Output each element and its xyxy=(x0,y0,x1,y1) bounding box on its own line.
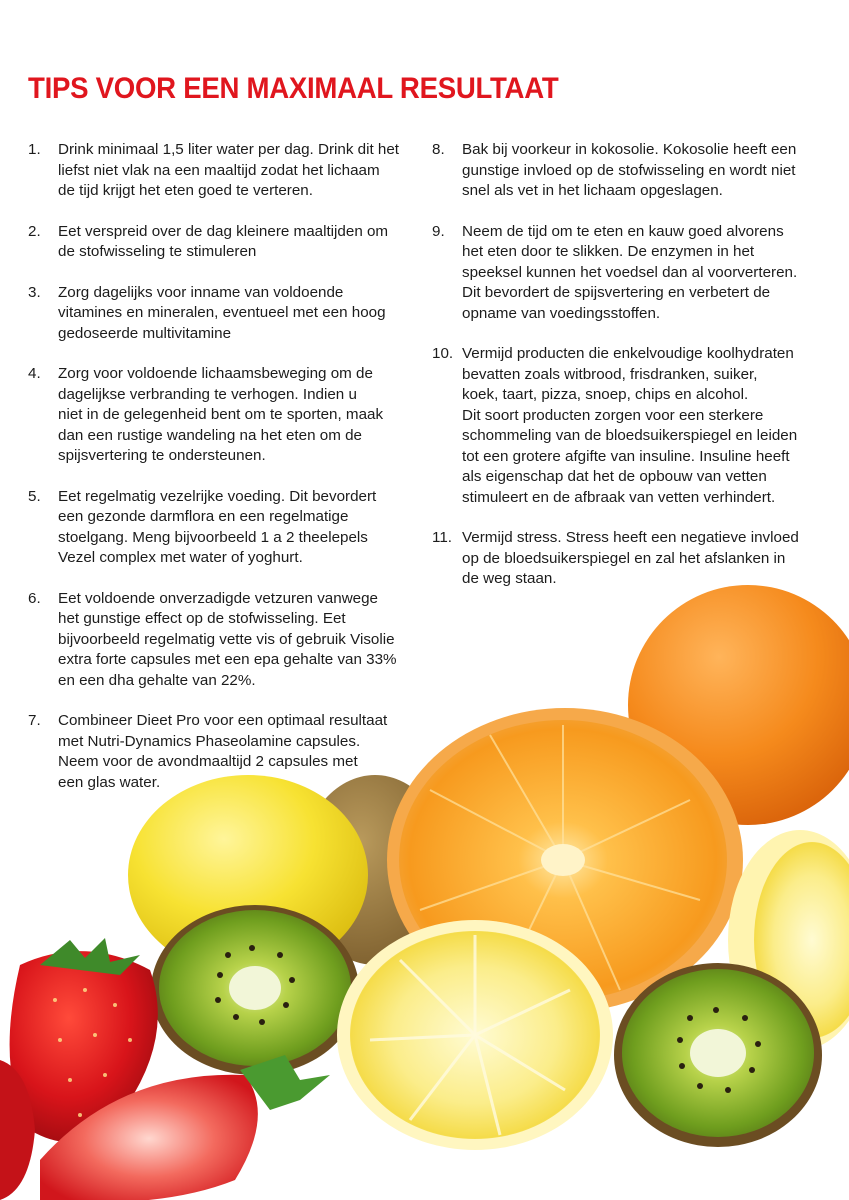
tip-number: 7. xyxy=(28,712,41,729)
tip-number: 11. xyxy=(432,529,452,546)
tip-text: Eet regelmatig vezelrijke voeding. Dit bevordert een gezonde darmflora en een regelmatige stoelgang. Meng bijvoorbeeld 1 a 2 theelepels Vezel complex met water of yoghurt. xyxy=(58,487,377,566)
tip-text: Eet verspreid over de dag kleinere maaltijden om de stofwisseling te stimuleren xyxy=(58,222,389,260)
tip-number: 8. xyxy=(432,141,445,158)
tip-item xyxy=(28,222,420,263)
tip-number: 6. xyxy=(28,589,41,607)
tip-text: Eet voldoende onverzadigde vetzuren vanwege het gunstige effect op de stofwisseling. Eet bijvoorbeeld regelmatig vette vis of gebruik Visolie extra forte capsules met een epa gehalte van 33% en een dha gehalte van 22%. xyxy=(58,589,397,689)
tip-number: 10. xyxy=(432,345,454,362)
tip-text: Neem de tijd om te eten en kauw goed alvorens het eten door te slikken. De enzymen in het speeksel kunnen het voedsel dan al voorverteren. Dit bevordert de spijsvertering en verbetert de opname van voedingsstoffen. xyxy=(462,222,798,322)
tip-text: Combineer Dieet Pro voor een optimaal resultaat met Nutri-Dynamics Phaseolamine capsules. Neem voor de avondmaaltijd 2 capsules met een glas water. xyxy=(58,712,388,791)
tip-text: Bak bij voorkeur in kokosolie. Kokosolie heeft een gunstige invloed op de stofwisseling en wordt niet snel als vet in het lichaam opgeslagen. xyxy=(462,141,797,199)
tip-number: 3. xyxy=(28,283,41,301)
tips-column-right xyxy=(432,140,822,610)
tip-item xyxy=(28,364,420,467)
tip-text: Zorg voor voldoende lichaamsbeweging om de dagelijkse verbranding te verhogen. Indien u niet in de gelegenheid bent om te sporten, maak dan een rustige wandeling na het eten om de spijsvertering te ondersteunen. xyxy=(58,365,384,464)
tip-number: 1. xyxy=(28,141,41,158)
tip-text: Vermijd stress. Stress heeft een negatieve invloed op de bloedsuikerspiegel en zal het afslanken in de weg staan. xyxy=(462,529,799,587)
tip-item xyxy=(432,344,822,508)
tip-item xyxy=(28,140,420,202)
tip-item xyxy=(28,487,420,569)
tip-number: 5. xyxy=(28,487,41,505)
tip-number: 4. xyxy=(28,365,41,382)
tip-item xyxy=(432,140,822,202)
tip-text: Vermijd producten die enkelvoudige koolhydraten bevatten zoals witbrood, frisdranken, suiker, koek, taart, pizza, snoep, chips en alcohol. Dit soort producten zorgen voor een sterkere schommeling van de bloedsuikerspiegel en leiden tot een grotere afgifte van insuline. Insuline heeft als eigenschap dat het de opbouw van vetten stimuleert en de afbraak van vetten verhindert. xyxy=(462,345,798,506)
page-title: TIPS VOOR EEN MAXIMAAL RESULTAAT xyxy=(28,72,559,105)
tip-item xyxy=(432,222,822,325)
tip-item xyxy=(28,283,420,345)
tip-number: 9. xyxy=(432,222,445,240)
tip-number: 2. xyxy=(28,222,41,240)
tip-text: Drink minimaal 1,5 liter water per dag. Drink dit het liefst niet vlak na een maaltijd zodat het lichaam de tijd krijgt het eten goed te verteren. xyxy=(58,141,400,199)
fruit-photo xyxy=(0,570,849,1200)
tip-text: Zorg dagelijks voor inname van voldoende vitamines en mineralen, eventueel met een hoog gedoseerde multivitamine xyxy=(58,283,386,342)
